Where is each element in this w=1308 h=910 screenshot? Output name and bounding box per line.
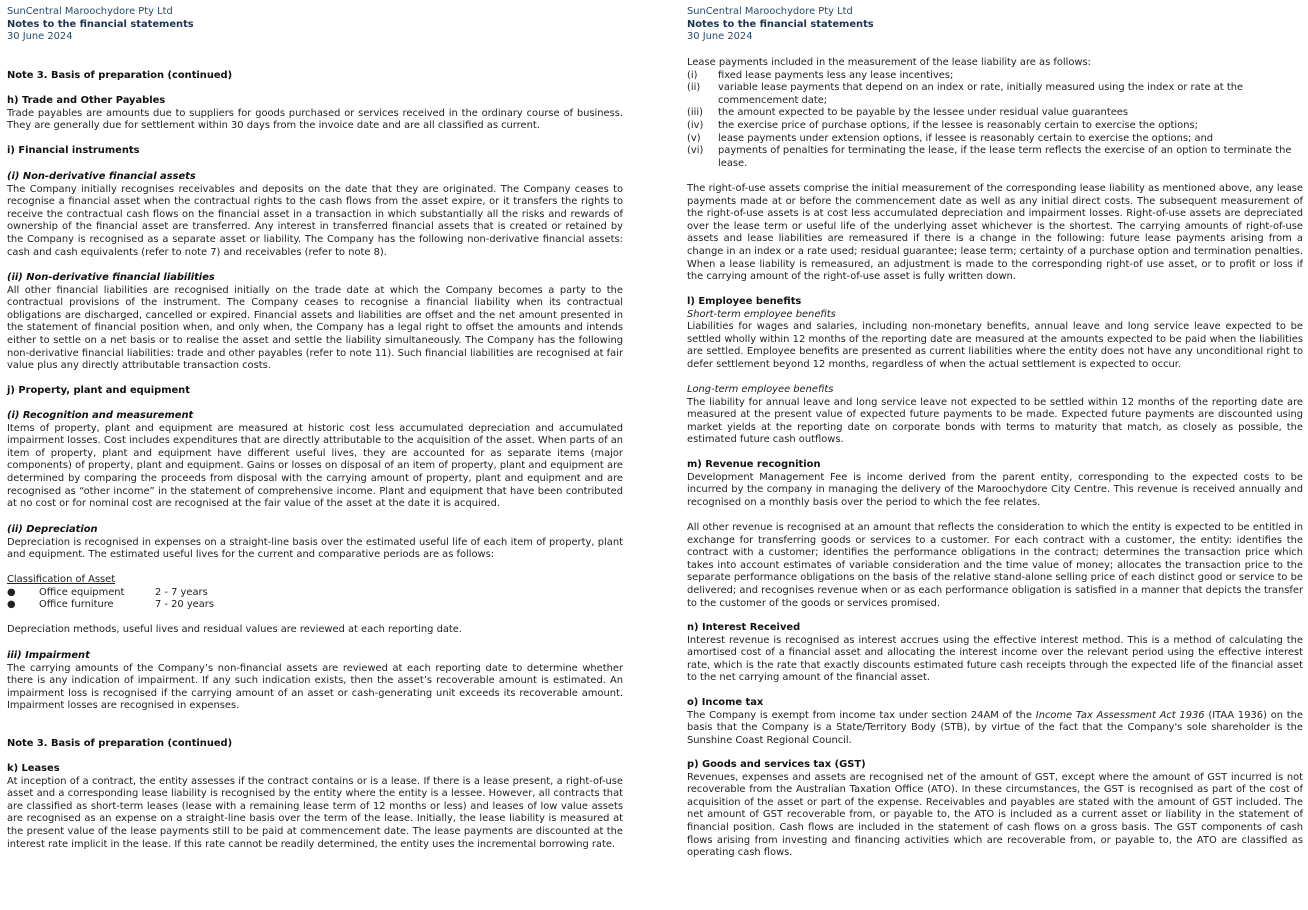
right-of-use-section [687, 183, 1303, 284]
list-text: the exercise price of purchase options, if the lessee is reasonably certain to exercise the options; [718, 119, 1198, 131]
section-i2 [7, 272, 623, 373]
section-j3 [7, 650, 623, 713]
note3-heading: Note 3. Basis of preparation (continued) [7, 70, 233, 81]
classification-label: Classification of Asset [7, 574, 116, 585]
section-j1-text: Items of property, plant and equipment are measured at historic cost less accumulated depreciation and accumulated impairment losses. Cost includes expenditures that are directly attributable to the acquisition of the asset. When parts of an item of property, plant and equipment have different useful lives, they are accounted for as separate items (major components) of property, plant and equipment. Gains or losses on disposal of an item of property, plant and equipment are determined by comparing the proceeds from disposal with the carrying amount of property, plant and equipment and are recognised as “other income” in the statement of comprehensive income. Plant and equipment that have been contributed at no cost or for nominal cost are recognised at the fair value of the asset at the date it is acquired. [7, 422, 623, 510]
section-n [687, 622, 1303, 685]
section-p-heading: p) Goods and services tax (GST) [687, 759, 866, 770]
asset-classification [7, 574, 623, 612]
list-text: fixed lease payments less any lease incentives; [718, 69, 954, 81]
section-m-text-1: Development Management Fee is income derived from the parent entity, corresponding to the expected costs to be incurred by the company in managing the delivery of the Maroochydore City Centre. This revenue is received annually and recognised on a monthly basis over the period to which the fee relates. [687, 471, 1303, 508]
section-m-text-2: All other revenue is recognised at an amount that reflects the consideration to which the entity is expected to be entitled in exchange for transferring goods or services to a customer. For each contract with a customer, the entity: identifies the contract with a customer; identifies the performance obligations in the contract; determines the transaction price which takes into account estimates of variable consideration and the time value of money; allocates the transaction price to the separate performance obligations on the basis of the relative stand-alone selling price of each distinct good or service to be delivered; and recognises revenue when or as each performance obligation is satisfied in a manner that depicts the transfer to the customer of the goods or services promised. [687, 522, 1303, 609]
list-text: payments of penalties for terminating the lease, if the lease term reflects the exercise of an option to terminate the lease. [718, 145, 1292, 169]
section-m-heading: m) Revenue recognition [687, 459, 821, 470]
section-i1-heading: (i) Non-derivative financial assets [7, 171, 196, 182]
note3-section-2 [7, 738, 623, 751]
long-term-text: The liability for annual leave and long service leave not expected to be settled within 12 months of the reporting date are measured at the present value of expected future payments to be made. Expected future payments are discounted using market yields at the reporting date on corporate bonds with terms to maturity that match, as closely as possible, the estimated future cash outflows. [687, 396, 1303, 446]
long-term-heading: Long-term employee benefits [687, 384, 834, 395]
list-text: the amount expected to be payable by the lessee under residual value guarantees [718, 107, 1128, 119]
note3-heading-2: Note 3. Basis of preparation (continued) [7, 738, 233, 749]
depreciation-review-text: Depreciation methods, useful lives and residual values are reviewed at each reporting date. [7, 624, 462, 635]
report-date: 30 June 2024 [687, 31, 753, 43]
short-term-heading: Short-term employee benefits [687, 308, 836, 320]
list-item [687, 133, 1303, 146]
right-of-use-text: The right-of-use assets comprise the initial measurement of the corresponding lease liability as mentioned above, any lease payments made at or before the commencement date as well as any initial direct costs. The subsequent measurement of the right-of-use assets is at cost less accumulated depreciation and impairment losses. Right-of-use assets are depreciated over the lease term or useful life of the underlying asset whichever is the shortest. The carrying amounts of right-of-use assets and lease liabilities are remeasured if there is a change in the following: future lease payments arising from a change in an index or a rate used; residual guarantee; lease term; certainty of a purchase option and termination penalties. When a lease liability is remeasured, an adjustment is made to the corresponding right-of use asset, or to profit or loss if the carrying amount of the right-of-use asset is fully written down. [687, 183, 1303, 283]
section-m-2 [687, 522, 1303, 610]
section-j3-text: The carrying amounts of the Company’s non-financial assets are reviewed at each reporting date to determine whether there is any indication of impairment. If any such indication exists, then the asset’s recoverable amount is estimated. An impairment loss is recognised if the carrying amount of an asset or cash-generating unit exceeds its recoverable amount. Impairment losses are recognised in expenses. [7, 662, 623, 712]
section-o-heading: o) Income tax [687, 697, 764, 708]
section-p [687, 759, 1303, 860]
section-j2-text: Depreciation is recognised in expenses on a straight-line basis over the estimated useful life of each item of property, plant and equipment. The estimated useful lives for the current and comparative periods are as follows: [7, 536, 623, 561]
section-n-heading: n) Interest Received [687, 622, 801, 633]
section-h [7, 95, 623, 133]
section-l [687, 296, 1303, 372]
bullet-icon: ● [7, 586, 16, 598]
section-o-text-a: The Company is exempt from income tax under section 24AM of the [687, 709, 1036, 721]
bullet-icon: ● [7, 599, 16, 611]
lease-payments [687, 57, 1303, 170]
document-title: Notes to the financial statements [7, 18, 194, 30]
section-h-text: Trade payables are amounts due to suppliers for goods purchased or services received in the ordinary course of business. They are generally due for settlement within 30 days from the invoice date and are all classified as current. [7, 107, 623, 132]
section-j2 [7, 524, 623, 562]
section-j2-heading: (ii) Depreciation [7, 524, 98, 535]
section-i1-text: The Company initially recognises receivables and deposits on the date that they are originated. The Company ceases to recognise a financial asset when the contractual rights to the cash flows from the asset expire, or it transfers the rights to receive the contractual cash flows on the financial asset in a transaction in which substantially all the risks and rewards of ownership of the financial asset are transferred. Any interest in transferred financial assets that is created or retained by the Company is recognised as a separate asset or liability. The Company has the following non-derivative financial assets: cash and cash equivalents (refer to note 7) and receivables (refer to note 8). [7, 183, 623, 258]
act-name: Income Tax Assessment Act 1936 [1035, 709, 1205, 721]
section-i [7, 145, 623, 158]
list-item [687, 107, 1303, 120]
asset-life: 2 - 7 years [155, 586, 208, 598]
section-m [687, 459, 1303, 509]
list-item [687, 70, 1303, 83]
left-page [7, 6, 623, 906]
list-item [687, 120, 1303, 133]
lease-intro: Lease payments included in the measurement of the lease liability are as follows: [687, 57, 1091, 68]
report-date: 30 June 2024 [7, 31, 73, 43]
company-name: SunCentral Maroochydore Pty Ltd [687, 6, 853, 17]
list-number: (iv) [687, 119, 704, 131]
section-i2-text: All other financial liabilities are recognised initially on the trade date at which the Company becomes a party to the contractual provisions of the instrument. The Company ceases to recognise a financial liability when its contractual obligations are discharged, cancelled or expired. Financial assets and liabilities are offset and the net amount presented in the statement of financial position when, and only when, the Company has a legal right to offset the amounts and intends either to settle on a net basis or to realise the asset and settle the liability simultaneously. The Company has the following non-derivative financial liabilities: trade and other payables (refer to note 11). Such financial liabilities are recognised at fair value plus any directly attributable transaction costs. [7, 284, 623, 372]
page-header [7, 6, 623, 44]
section-h-heading: h) Trade and Other Payables [7, 95, 166, 106]
short-term-text: Liabilities for wages and salaries, including non-monetary benefits, annual leave and long service leave expected to be settled wholly within 12 months of the reporting date are measured at the amounts expected to be paid when the liabilities are settled. Employee benefits are presented as current liabilities where the entity does not have any unconditional right to defer settlement beyond 12 months, regardless of when the actual settlement is expected to occur. [687, 321, 1303, 370]
section-n-text: Interest revenue is recognised as interest accrues using the effective interest method. This is a method of calculating the amortised cost of a financial asset and allocating the interest income over the relevant period using the effective interest rate, which is the rate that exactly discounts estimated future cash receipts through the expected life of the financial asset to the net carrying amount of the financial asset. [687, 634, 1303, 684]
section-j [7, 385, 623, 398]
asset-row [7, 587, 623, 600]
asset-life: 7 - 20 years [155, 599, 215, 611]
section-o-text-b: (ITAA 1936) on the basis that the Company is a State/Territory Body (STB), by virtue of the fact that the Company's sole shareholder is the Sunshine Coast Regional Council. [687, 709, 1303, 746]
list-number: (ii) [687, 82, 701, 94]
asset-name: Office furniture [39, 599, 114, 611]
list-number: (v) [687, 132, 701, 144]
section-k-text: At inception of a contract, the entity assesses if the contract contains or is a lease. If there is a lease present, a right-of-use asset and a corresponding lease liability is recognised by the entity where the entity is a lessee. However, all contracts that are classified as short-term leases (lease with a remaining lease term of 12 months or less) and leases of low value assets are recognised as an expense on a straight-line basis over the term of the lease. Initially, the lease liability is measured at the present value of the lease payments still to be paid at commencement date. The lease payments are discounted at the interest rate implicit in the lease. If this rate cannot be readily determined, the entity uses the incremental borrowing rate. [7, 775, 623, 850]
section-k [7, 763, 623, 851]
page-header [687, 6, 1303, 44]
list-number: (vi) [687, 145, 704, 157]
section-o [687, 697, 1303, 747]
company-name: SunCentral Maroochydore Pty Ltd [7, 6, 173, 17]
list-item [687, 145, 1303, 170]
list-number: (iii) [687, 107, 703, 119]
depreciation-review [7, 624, 623, 637]
list-item [687, 82, 1303, 107]
list-number: (i) [687, 69, 698, 81]
section-l-long [687, 384, 1303, 447]
section-i2-heading: (ii) Non-derivative financial liabilities [7, 272, 215, 283]
asset-row [7, 599, 623, 612]
section-k-heading: k) Leases [7, 763, 60, 774]
asset-name: Office equipment [39, 586, 125, 598]
section-j1-heading: (i) Recognition and measurement [7, 410, 194, 421]
section-j-heading: j) Property, plant and equipment [7, 385, 190, 396]
section-i1 [7, 171, 623, 259]
note3-section [7, 70, 623, 83]
list-text: lease payments under extension options, if lessee is reasonably certain to exercise the options; and [718, 132, 1214, 144]
section-o-text [687, 710, 1303, 748]
section-j1 [7, 410, 623, 511]
section-p-text: Revenues, expenses and assets are recognised net of the amount of GST, except where the amount of GST incurred is not recoverable from the Australian Taxation Office (ATO). In these circumstances, the GST is recognised as part of the cost of acquisition of the asset or part of the expense. Receivables and payables are stated with the amount of GST included. The net amount of GST recoverable from, or payable to, the ATO is included as a current asset or liability in the statement of financial position. Cash flows are included in the statement of cash flows on a gross basis. The GST components of cash flows arising from investing and financing activities which are recoverable from, or payable to, the ATO are classified as operating cash flows. [687, 771, 1303, 859]
section-j3-heading: iii) Impairment [7, 650, 90, 661]
document-title: Notes to the financial statements [687, 18, 874, 30]
section-i-heading: i) Financial instruments [7, 145, 140, 156]
right-page [687, 6, 1303, 906]
list-text: variable lease payments that depend on an index or rate, initially measured using the index or rate at the commencement date; [718, 82, 1244, 106]
section-l-heading: l) Employee benefits [687, 296, 802, 307]
